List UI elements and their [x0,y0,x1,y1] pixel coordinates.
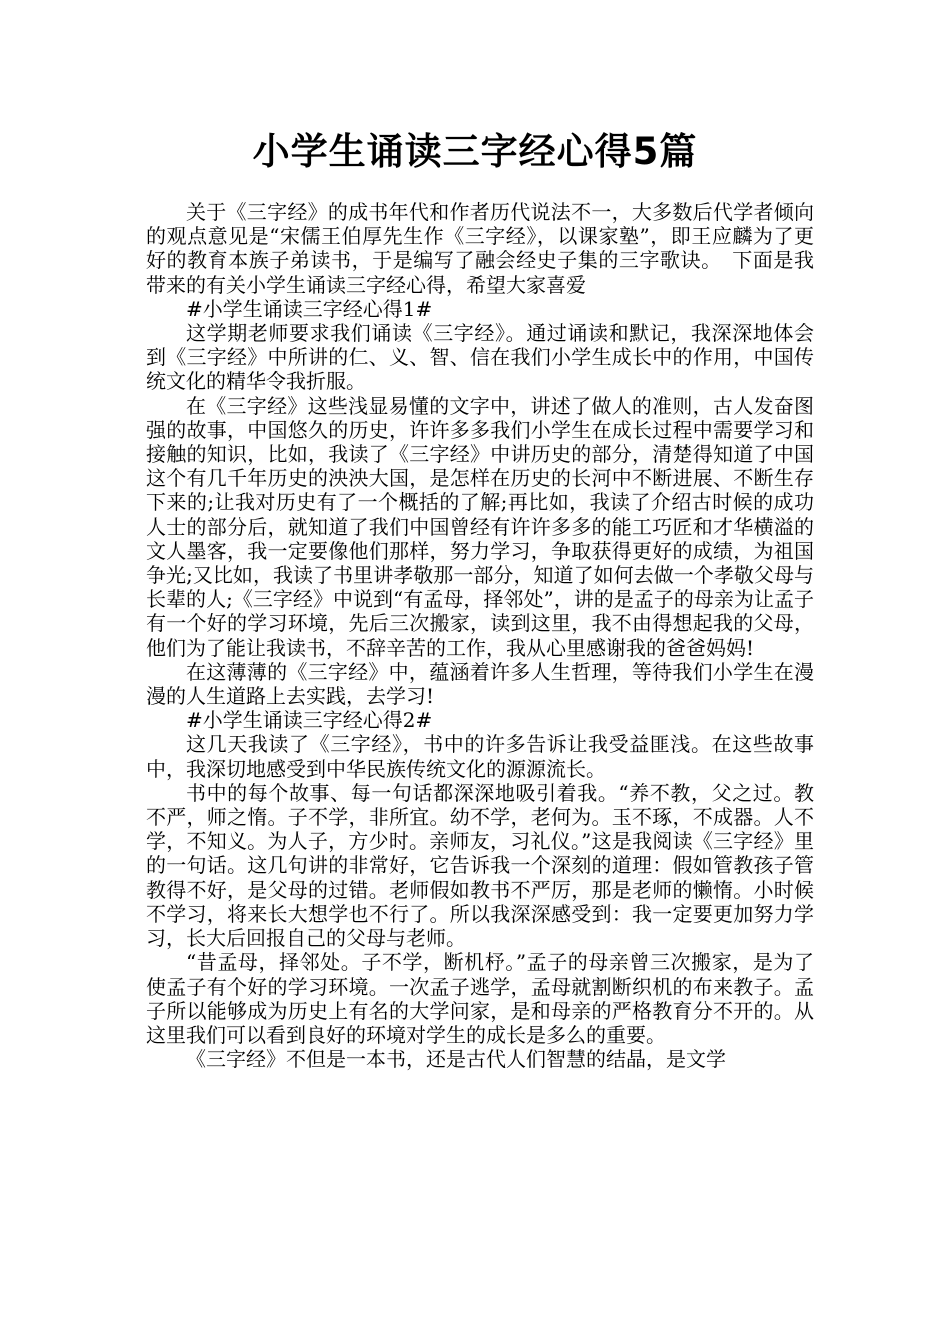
body-paragraph: 在《三字经》这些浅显易懂的文字中，讲述了做人的准则，古人发奋图强的故事，中国悠久的历史，许许多多我们小学生在成长过程中需要学习和接触的知识，比如，我读了《三字经》中讲历史的部分，清楚得知道了中国这个有几千年历史的泱泱大国，是怎样在历史的长河中不断进展、不断生存下来的;让我对历史有了一个概括的了解;再比如，我读了介绍古时候的成功人士的部分后，就知道了我们中国曾经有许许多多的能工巧匠和才华横溢的文人墨客，我一定要像他们那样，努力学习，争取获得更好的成绩，为祖国争光;又比如，我读了书里讲孝敬那一部分，知道了如何去做一个孝敬父母与长辈的人;《三字经》中说到“有孟母，择邻处”，讲的是孟子的母亲为让孟子有一个好的学习环境，先后三次搬家，读到这里，我不由得想起我的父母，他们为了能让我读书，不辞辛苦的工作，我从心里感谢我的爸爸妈妈! [146,393,814,660]
intro-paragraph: 关于《三字经》的成书年代和作者历代说法不一，大多数后代学者倾向的观点意见是“宋儒王伯厚先生作《三字经》，以课家塾”，即王应麟为了更好的教育本族子弟读书，于是编写了融会经史子集的三字歌诀。 下面是我带来的有关小学生诵读三字经心得，希望大家喜爱 [146,200,814,297]
body-paragraph: 这几天我读了《三字经》，书中的许多告诉让我受益匪浅。在这些故事中，我深切地感受到中华民族传统文化的源源流长。 [146,732,814,781]
body-paragraph: 《三字经》不但是一本书，还是古代人们智慧的结晶，是文学 [186,1047,726,1072]
body-paragraph: 这学期老师要求我们诵读《三字经》。通过诵读和默记，我深深地体会到《三字经》中所讲的仁、义、智、信在我们小学生成长中的作用，中国传统文化的精华令我折服。 [146,321,814,394]
body-paragraph: “昔孟母，择邻处。子不学，断机杼。”孟子的母亲曾三次搬家，是为了使孟子有个好的学习环境。一次孟子逃学，孟母就割断织机的布来教子。孟子所以能够成为历史上有名的大学问家，是和母亲的严格教育分不开的。从这里我们可以看到良好的环境对学生的成长是多么的重要。 [146,950,814,1047]
body-paragraph: 在这薄薄的《三字经》中，蕴涵着许多人生哲理，等待我们小学生在漫漫的人生道路上去实践，去学习! [146,659,814,709]
document-title: 小学生诵读三字经心得5篇 [252,130,698,173]
body-paragraph: 书中的每个故事、每一句话都深深地吸引着我。“养不教，父之过。教不严，师之惰。子不学，非所宜。幼不学，老何为。玉不琢，不成器。人不学，不知义。为人子，方少时。亲师友，习礼仪。”这是我阅读《三字经》里的一句话。这几句讲的非常好，它告诉我一个深刻的道理：假如管教孩子管教得不好，是父母的过错。老师假如教书不严厉，那是老师的懒惰。小时候不学习，将来长大想学也不行了。所以我深深感受到：我一定要更加努力学习，长大后回报自己的父母与老师。 [146,780,814,951]
section-heading-1: #小学生诵读三字经心得1# [186,296,433,321]
section-heading-2: #小学生诵读三字经心得2# [186,708,433,733]
document-body [146,200,814,1071]
